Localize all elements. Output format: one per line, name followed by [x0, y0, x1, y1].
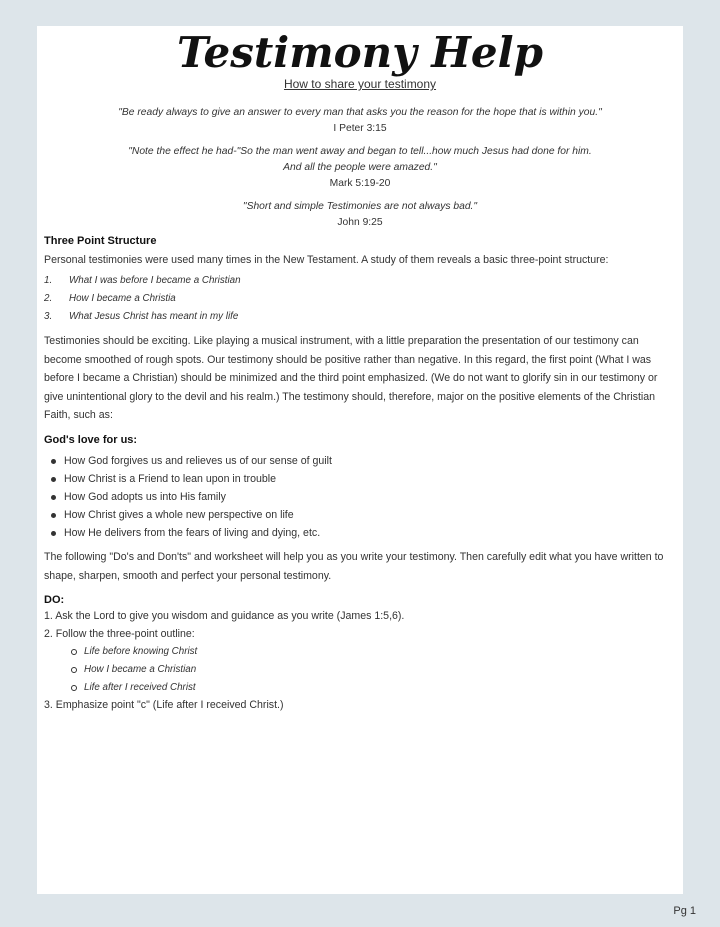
list-item: How God forgives us and relieves us of our sense of guilt [64, 452, 671, 470]
document-body [44, 232, 671, 715]
list-item: How Christ gives a whole new perspective on life [64, 506, 671, 524]
list-number: 2. [44, 293, 53, 304]
list-number: 3. [44, 311, 53, 322]
page-subtitle [37, 77, 683, 91]
list-number: 1. [44, 275, 53, 286]
page-number: Pg 1 [673, 905, 696, 917]
quote-3-ref: John 9:25 [337, 217, 383, 228]
quote-3-text: "Short and simple Testimonies are not always bad." [242, 201, 478, 212]
list-text: How I became a Christia [69, 293, 176, 304]
do-sub-list [44, 643, 671, 697]
quote-1 [37, 105, 683, 137]
do-heading: DO: [44, 594, 65, 606]
three-point-list [44, 272, 671, 326]
quote-1-ref: I Peter 3:15 [333, 123, 387, 134]
list-item [44, 308, 671, 326]
list-item: How I became a Christian [84, 661, 671, 679]
quote-2-line2: And all the people were amazed." [283, 162, 437, 173]
three-point-heading: Three Point Structure [44, 235, 157, 247]
list-item: Life after I received Christ [84, 679, 671, 697]
list-item: How He delivers from the fears of living and dying, etc. [64, 524, 671, 542]
list-item: How Christ is a Friend to lean upon in trouble [64, 470, 671, 488]
quote-1-text: "Be ready always to give an answer to every man that asks you the reason for the hope that is within you." [118, 107, 602, 118]
quote-2 [37, 144, 683, 192]
list-text: What I was before I became a Christian [69, 275, 241, 286]
quote-3 [37, 199, 683, 231]
gods-love-heading: God's love for us: [44, 433, 138, 446]
paragraph-testimonies: Testimonies should be exciting. Like playing a musical instrument, with a little preparation the presentation of our testimony can become smoothed of rough spots. Our testimony should be positive rather than negative. In this regard, the first point (What I was before I became a Christian) should be minimized and the third point emphasized. (We do not want to glorify sin in our testimony or give unintentional glory to the devil and his realm.) The testimony should, therefore, major on the positive elements of the Christian Faith, such as: [44, 335, 658, 421]
list-item: Life before knowing Christ [84, 643, 671, 661]
do-item-1: 1. Ask the Lord to give you wisdom and guidance as you write (James 1:5,6). [44, 610, 405, 622]
quote-2-line1: "Note the effect he had-"So the man went away and began to tell...how much Jesus had done for him. [128, 146, 592, 157]
list-text: What Jesus Christ has meant in my life [69, 311, 239, 322]
quote-2-ref: Mark 5:19-20 [329, 178, 391, 189]
list-item: How God adopts us into His family [64, 488, 671, 506]
gods-love-list [44, 452, 671, 542]
paragraph-dos-donts: The following "Do's and Don'ts" and worksheet will help you as you write your testimony. Then carefully edit what you have written to shape, sharpen, smooth and perfect your personal testimony. [44, 551, 664, 582]
three-point-intro: Personal testimonies were used many times in the New Testament. A study of them reveals a basic three-point structure: [44, 253, 609, 266]
list-item [44, 272, 671, 290]
document-page [37, 26, 683, 894]
page-title: Testimony Help [177, 28, 543, 77]
do-item-2: 2. Follow the three-point outline: [44, 627, 195, 640]
subtitle-text: How to share your testimony [283, 77, 437, 91]
do-item-3: 3. Emphasize point "c" (Life after I received Christ.) [44, 699, 284, 711]
list-item [44, 290, 671, 308]
